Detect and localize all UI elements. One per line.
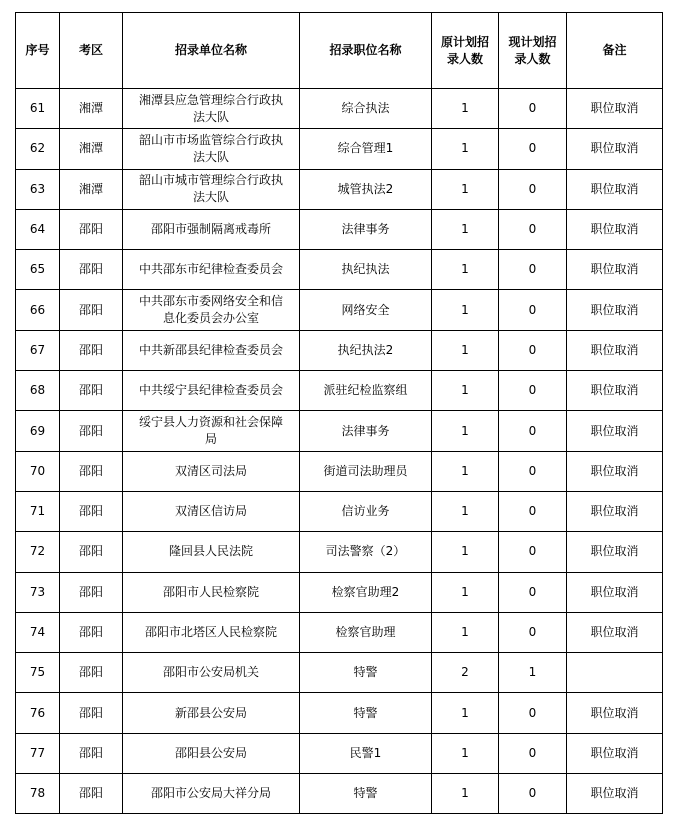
cell-seq: 62 [16, 129, 60, 169]
cell-original-count: 1 [432, 371, 499, 411]
cell-region: 邵阳 [60, 612, 123, 652]
cell-region: 邵阳 [60, 774, 123, 814]
cell-unit-line1: 中共绥宁县纪律检查委员会 [138, 383, 283, 398]
cell-original-count: 1 [432, 774, 499, 814]
cell-note: 职位取消 [567, 774, 663, 814]
cell-seq: 61 [16, 89, 60, 129]
cell-unit [123, 209, 300, 249]
cell-current-count: 0 [499, 774, 567, 814]
table-row [16, 733, 663, 773]
cell-current-count: 0 [499, 612, 567, 652]
cell-unit-line1: 绥宁县人力资源和社会保障 [138, 415, 283, 430]
table-row [16, 451, 663, 491]
cell-unit-line1: 韶山市城市管理综合行政执 [138, 173, 283, 188]
cell-unit-line1: 中共新邵县纪律检查委员会 [138, 342, 283, 357]
cell-position: 城管执法2 [300, 169, 432, 209]
cell-unit [123, 129, 300, 169]
cell-original-count: 1 [432, 411, 499, 451]
cell-position: 检察官助理 [300, 612, 432, 652]
cell-current-count: 0 [499, 129, 567, 169]
cell-unit [123, 733, 300, 773]
header-current-count [499, 13, 567, 89]
cell-seq: 63 [16, 169, 60, 209]
header-current-line1: 现计划招 [508, 34, 557, 49]
cell-position: 执纪执法2 [300, 330, 432, 370]
cell-seq: 68 [16, 371, 60, 411]
cell-unit-line1: 邵阳市强制隔离戒毒所 [150, 222, 271, 237]
cell-note [567, 653, 663, 693]
cell-note: 职位取消 [567, 733, 663, 773]
cell-seq: 66 [16, 290, 60, 330]
cell-original-count: 1 [432, 169, 499, 209]
cell-note: 职位取消 [567, 411, 663, 451]
cell-seq: 70 [16, 451, 60, 491]
cell-note: 职位取消 [567, 209, 663, 249]
table-row [16, 774, 663, 814]
table-row [16, 612, 663, 652]
cell-unit-line1: 邵阳县公安局 [174, 745, 247, 760]
cell-original-count: 1 [432, 209, 499, 249]
cell-region: 邵阳 [60, 532, 123, 572]
table-row [16, 572, 663, 612]
cell-seq: 78 [16, 774, 60, 814]
cell-position: 执纪执法 [300, 250, 432, 290]
header-original-line2: 录人数 [446, 51, 483, 66]
table-row [16, 491, 663, 531]
table-row [16, 330, 663, 370]
cell-seq: 71 [16, 491, 60, 531]
cell-unit-line1: 隆回县人民法院 [168, 544, 253, 559]
cell-position: 特警 [300, 693, 432, 733]
header-region: 考区 [60, 13, 123, 89]
cell-original-count: 1 [432, 693, 499, 733]
cell-unit-line1: 邵阳市公安局大祥分局 [150, 786, 271, 801]
cell-original-count: 1 [432, 491, 499, 531]
cell-position: 法律事务 [300, 411, 432, 451]
cell-unit-line1: 韶山市市场监管综合行政执 [138, 132, 283, 147]
cell-unit [123, 491, 300, 531]
cell-current-count: 0 [499, 451, 567, 491]
cell-note: 职位取消 [567, 371, 663, 411]
cell-seq: 67 [16, 330, 60, 370]
cell-region: 湘潭 [60, 89, 123, 129]
table-row [16, 653, 663, 693]
cell-region: 邵阳 [60, 250, 123, 290]
cell-note: 职位取消 [567, 290, 663, 330]
cell-region: 邵阳 [60, 209, 123, 249]
cell-original-count: 1 [432, 451, 499, 491]
cell-position: 特警 [300, 774, 432, 814]
cell-seq: 77 [16, 733, 60, 773]
cell-region: 邵阳 [60, 290, 123, 330]
cell-position: 网络安全 [300, 290, 432, 330]
cell-original-count: 1 [432, 612, 499, 652]
table-row [16, 411, 663, 451]
cell-unit [123, 169, 300, 209]
cell-unit [123, 411, 300, 451]
cell-current-count: 0 [499, 330, 567, 370]
cell-current-count: 0 [499, 491, 567, 531]
cell-note: 职位取消 [567, 532, 663, 572]
cell-position: 综合管理1 [300, 129, 432, 169]
cell-region: 湘潭 [60, 169, 123, 209]
header-note: 备注 [567, 13, 663, 89]
cell-unit [123, 653, 300, 693]
cell-original-count: 1 [432, 532, 499, 572]
cell-unit [123, 774, 300, 814]
table-body [16, 89, 663, 814]
cell-unit [123, 612, 300, 652]
cell-current-count: 0 [499, 169, 567, 209]
table-row [16, 532, 663, 572]
table-row [16, 89, 663, 129]
cell-region: 邵阳 [60, 572, 123, 612]
cell-note: 职位取消 [567, 612, 663, 652]
cell-position: 派驻纪检监察组 [300, 371, 432, 411]
cell-current-count: 0 [499, 733, 567, 773]
cell-region: 邵阳 [60, 733, 123, 773]
cell-position: 信访业务 [300, 491, 432, 531]
cell-unit-line2: 法大队 [192, 109, 229, 124]
cell-seq: 69 [16, 411, 60, 451]
cell-original-count: 1 [432, 129, 499, 169]
cell-note: 职位取消 [567, 250, 663, 290]
cell-note: 职位取消 [567, 89, 663, 129]
cell-seq: 65 [16, 250, 60, 290]
cell-position: 民警1 [300, 733, 432, 773]
cell-unit [123, 290, 300, 330]
cell-original-count: 1 [432, 290, 499, 330]
cell-current-count: 0 [499, 411, 567, 451]
cell-unit-line1: 邵阳市人民检察院 [162, 584, 259, 599]
cell-current-count: 0 [499, 693, 567, 733]
cell-unit-line2: 局 [204, 432, 217, 447]
cell-unit-line2: 法大队 [192, 149, 229, 164]
cell-unit-line1: 湘潭县应急管理综合行政执 [138, 92, 283, 107]
cell-unit [123, 371, 300, 411]
cell-note: 职位取消 [567, 129, 663, 169]
cell-position: 检察官助理2 [300, 572, 432, 612]
cell-seq: 74 [16, 612, 60, 652]
table-row [16, 693, 663, 733]
cell-current-count: 1 [499, 653, 567, 693]
header-original-line1: 原计划招 [440, 34, 489, 49]
cell-current-count: 0 [499, 532, 567, 572]
cell-unit-line1: 邵阳市北塔区人民检察院 [144, 625, 277, 639]
cell-unit [123, 250, 300, 290]
cell-position: 街道司法助理员 [300, 451, 432, 491]
cell-seq: 64 [16, 209, 60, 249]
table-row [16, 250, 663, 290]
cell-region: 邵阳 [60, 693, 123, 733]
cell-region: 邵阳 [60, 330, 123, 370]
cell-current-count: 0 [499, 371, 567, 411]
table-row [16, 371, 663, 411]
cell-unit [123, 572, 300, 612]
cell-note: 职位取消 [567, 330, 663, 370]
table-row [16, 209, 663, 249]
cell-unit-line1: 双清区司法局 [174, 463, 247, 478]
cell-region: 邵阳 [60, 653, 123, 693]
recruitment-table [15, 12, 663, 814]
header-seq: 序号 [16, 13, 60, 89]
cell-region: 邵阳 [60, 371, 123, 411]
cell-region: 湘潭 [60, 129, 123, 169]
cell-note: 职位取消 [567, 693, 663, 733]
table-row [16, 129, 663, 169]
table-row [16, 169, 663, 209]
cell-unit [123, 532, 300, 572]
cell-unit-line1: 双清区信访局 [174, 504, 247, 519]
cell-position: 司法警察（2） [300, 532, 432, 572]
cell-original-count: 2 [432, 653, 499, 693]
cell-note: 职位取消 [567, 491, 663, 531]
cell-current-count: 0 [499, 572, 567, 612]
cell-original-count: 1 [432, 733, 499, 773]
cell-position: 特警 [300, 653, 432, 693]
table-row [16, 290, 663, 330]
cell-current-count: 0 [499, 290, 567, 330]
cell-unit [123, 451, 300, 491]
cell-region: 邵阳 [60, 491, 123, 531]
cell-unit-line1: 新邵县公安局 [174, 705, 247, 720]
cell-unit-line2: 息化委员会办公室 [162, 311, 259, 326]
cell-note: 职位取消 [567, 572, 663, 612]
cell-original-count: 1 [432, 89, 499, 129]
cell-seq: 75 [16, 653, 60, 693]
document-page [15, 12, 663, 814]
cell-seq: 76 [16, 693, 60, 733]
cell-region: 邵阳 [60, 451, 123, 491]
cell-note: 职位取消 [567, 451, 663, 491]
cell-unit-line1: 中共邵东市委网络安全和信 [138, 294, 283, 309]
header-current-line2: 录人数 [514, 51, 551, 66]
cell-unit [123, 693, 300, 733]
cell-unit-line1: 邵阳市公安局机关 [162, 665, 259, 680]
cell-note: 职位取消 [567, 169, 663, 209]
cell-original-count: 1 [432, 572, 499, 612]
cell-region: 邵阳 [60, 411, 123, 451]
cell-current-count: 0 [499, 89, 567, 129]
header-original-count [432, 13, 499, 89]
cell-original-count: 1 [432, 330, 499, 370]
cell-unit [123, 89, 300, 129]
header-unit: 招录单位名称 [123, 13, 300, 89]
cell-current-count: 0 [499, 209, 567, 249]
cell-position: 综合执法 [300, 89, 432, 129]
cell-position: 法律事务 [300, 209, 432, 249]
cell-original-count: 1 [432, 250, 499, 290]
cell-unit-line2: 法大队 [192, 190, 229, 205]
table-header-row [16, 13, 663, 89]
header-position: 招录职位名称 [300, 13, 432, 89]
cell-seq: 72 [16, 532, 60, 572]
cell-seq: 73 [16, 572, 60, 612]
cell-current-count: 0 [499, 250, 567, 290]
cell-unit [123, 330, 300, 370]
cell-unit-line1: 中共邵东市纪律检查委员会 [138, 262, 283, 277]
